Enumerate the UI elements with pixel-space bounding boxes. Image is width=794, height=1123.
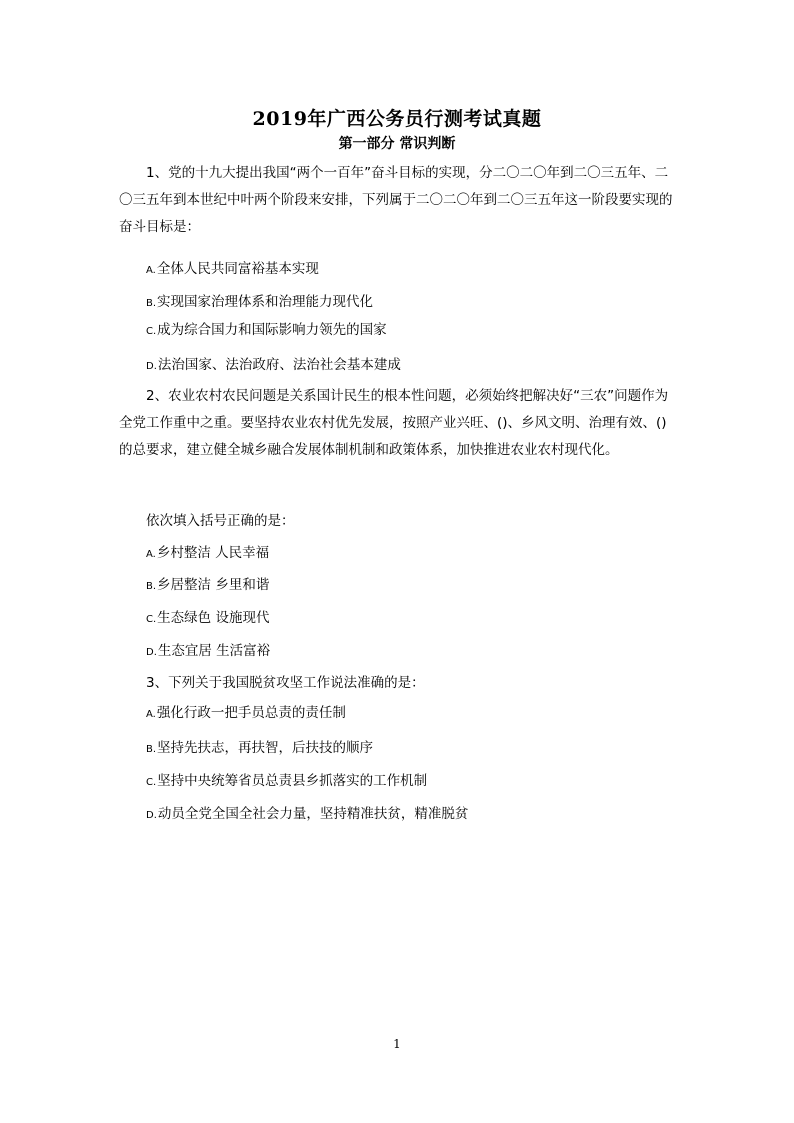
option-text: 强化行政一把手员总责的责任制 — [156, 705, 346, 721]
option-text: 动员全党全国全社会力量，坚持精准扶贫，精准脱贫 — [157, 806, 469, 822]
option-text: 乡居整洁 乡里和谐 — [157, 577, 270, 593]
question-3-option-c[interactable] — [146, 769, 427, 789]
question-3-option-d[interactable] — [146, 802, 468, 822]
option-text: 全体人民共同富裕基本实现 — [156, 261, 319, 277]
option-key: C. — [146, 326, 157, 337]
question-2-stem: 2、农业农村农民问题是关系国计民生的根本性问题，必须始终把解决好“三农”问题作为全党工作重中之重。要坚持农业农村优先发展，按照产业兴旺、()、乡风文明、治理有效、()的总要求，建立健全城乡融合发展体制机制和政策体系，加快推进农业农村现代化。 — [119, 388, 669, 458]
option-key: A. — [146, 709, 156, 720]
option-key: B. — [146, 744, 157, 755]
question-1-option-b[interactable] — [146, 290, 373, 310]
option-text: 乡村整洁 人民幸福 — [156, 545, 270, 561]
question-2-instruction: 依次填入括号正确的是： — [146, 513, 295, 529]
question-1-option-d[interactable] — [146, 353, 401, 373]
question-3-option-a[interactable] — [146, 701, 346, 721]
option-text: 生态绿色 设施现代 — [157, 610, 270, 626]
question-2-option-b[interactable] — [146, 573, 269, 593]
option-key: C. — [146, 777, 157, 788]
option-key: D. — [146, 361, 157, 372]
option-key: C. — [146, 614, 157, 625]
document-title: 2019年广西公务员行测考试真题 — [252, 108, 542, 130]
question-3-option-b[interactable] — [146, 736, 373, 756]
option-text: 坚持先扶志，再扶智，后扶技的顺序 — [157, 740, 374, 756]
question-2-option-c[interactable] — [146, 606, 269, 626]
option-text: 法治国家、法治政府、法治社会基本建成 — [157, 357, 401, 373]
option-key: B. — [146, 581, 157, 592]
question-1-option-a[interactable] — [146, 257, 319, 277]
question-2-option-d[interactable] — [146, 639, 270, 659]
option-text: 生态宜居 生活富裕 — [157, 643, 271, 659]
page-number: 1 — [393, 1037, 401, 1051]
option-key: D. — [146, 810, 157, 821]
option-key: A. — [146, 549, 156, 560]
option-key: D. — [146, 647, 157, 658]
option-text: 成为综合国力和国际影响力领先的国家 — [157, 322, 387, 338]
option-text: 实现国家治理体系和治理能力现代化 — [157, 294, 374, 310]
option-text: 坚持中央统筹省员总责县乡抓落实的工作机制 — [157, 773, 428, 789]
section-heading: 第一部分 常识判断 — [338, 136, 456, 152]
option-key: B. — [146, 298, 157, 309]
question-3-stem: 3、下列关于我国脱贫攻坚工作说法准确的是： — [146, 675, 425, 691]
option-key: A. — [146, 265, 156, 276]
question-1-option-c[interactable] — [146, 318, 387, 338]
question-2-option-a[interactable] — [146, 541, 269, 561]
question-1-stem: 1、党的十九大提出我国“两个一百年”奋斗目标的实现，分二〇二〇年到二〇三五年、二〇三五年到本世纪中叶两个阶段来安排，下列属于二〇二〇年到二〇三五年这一阶段要实现的奋斗目标是： — [119, 165, 673, 235]
